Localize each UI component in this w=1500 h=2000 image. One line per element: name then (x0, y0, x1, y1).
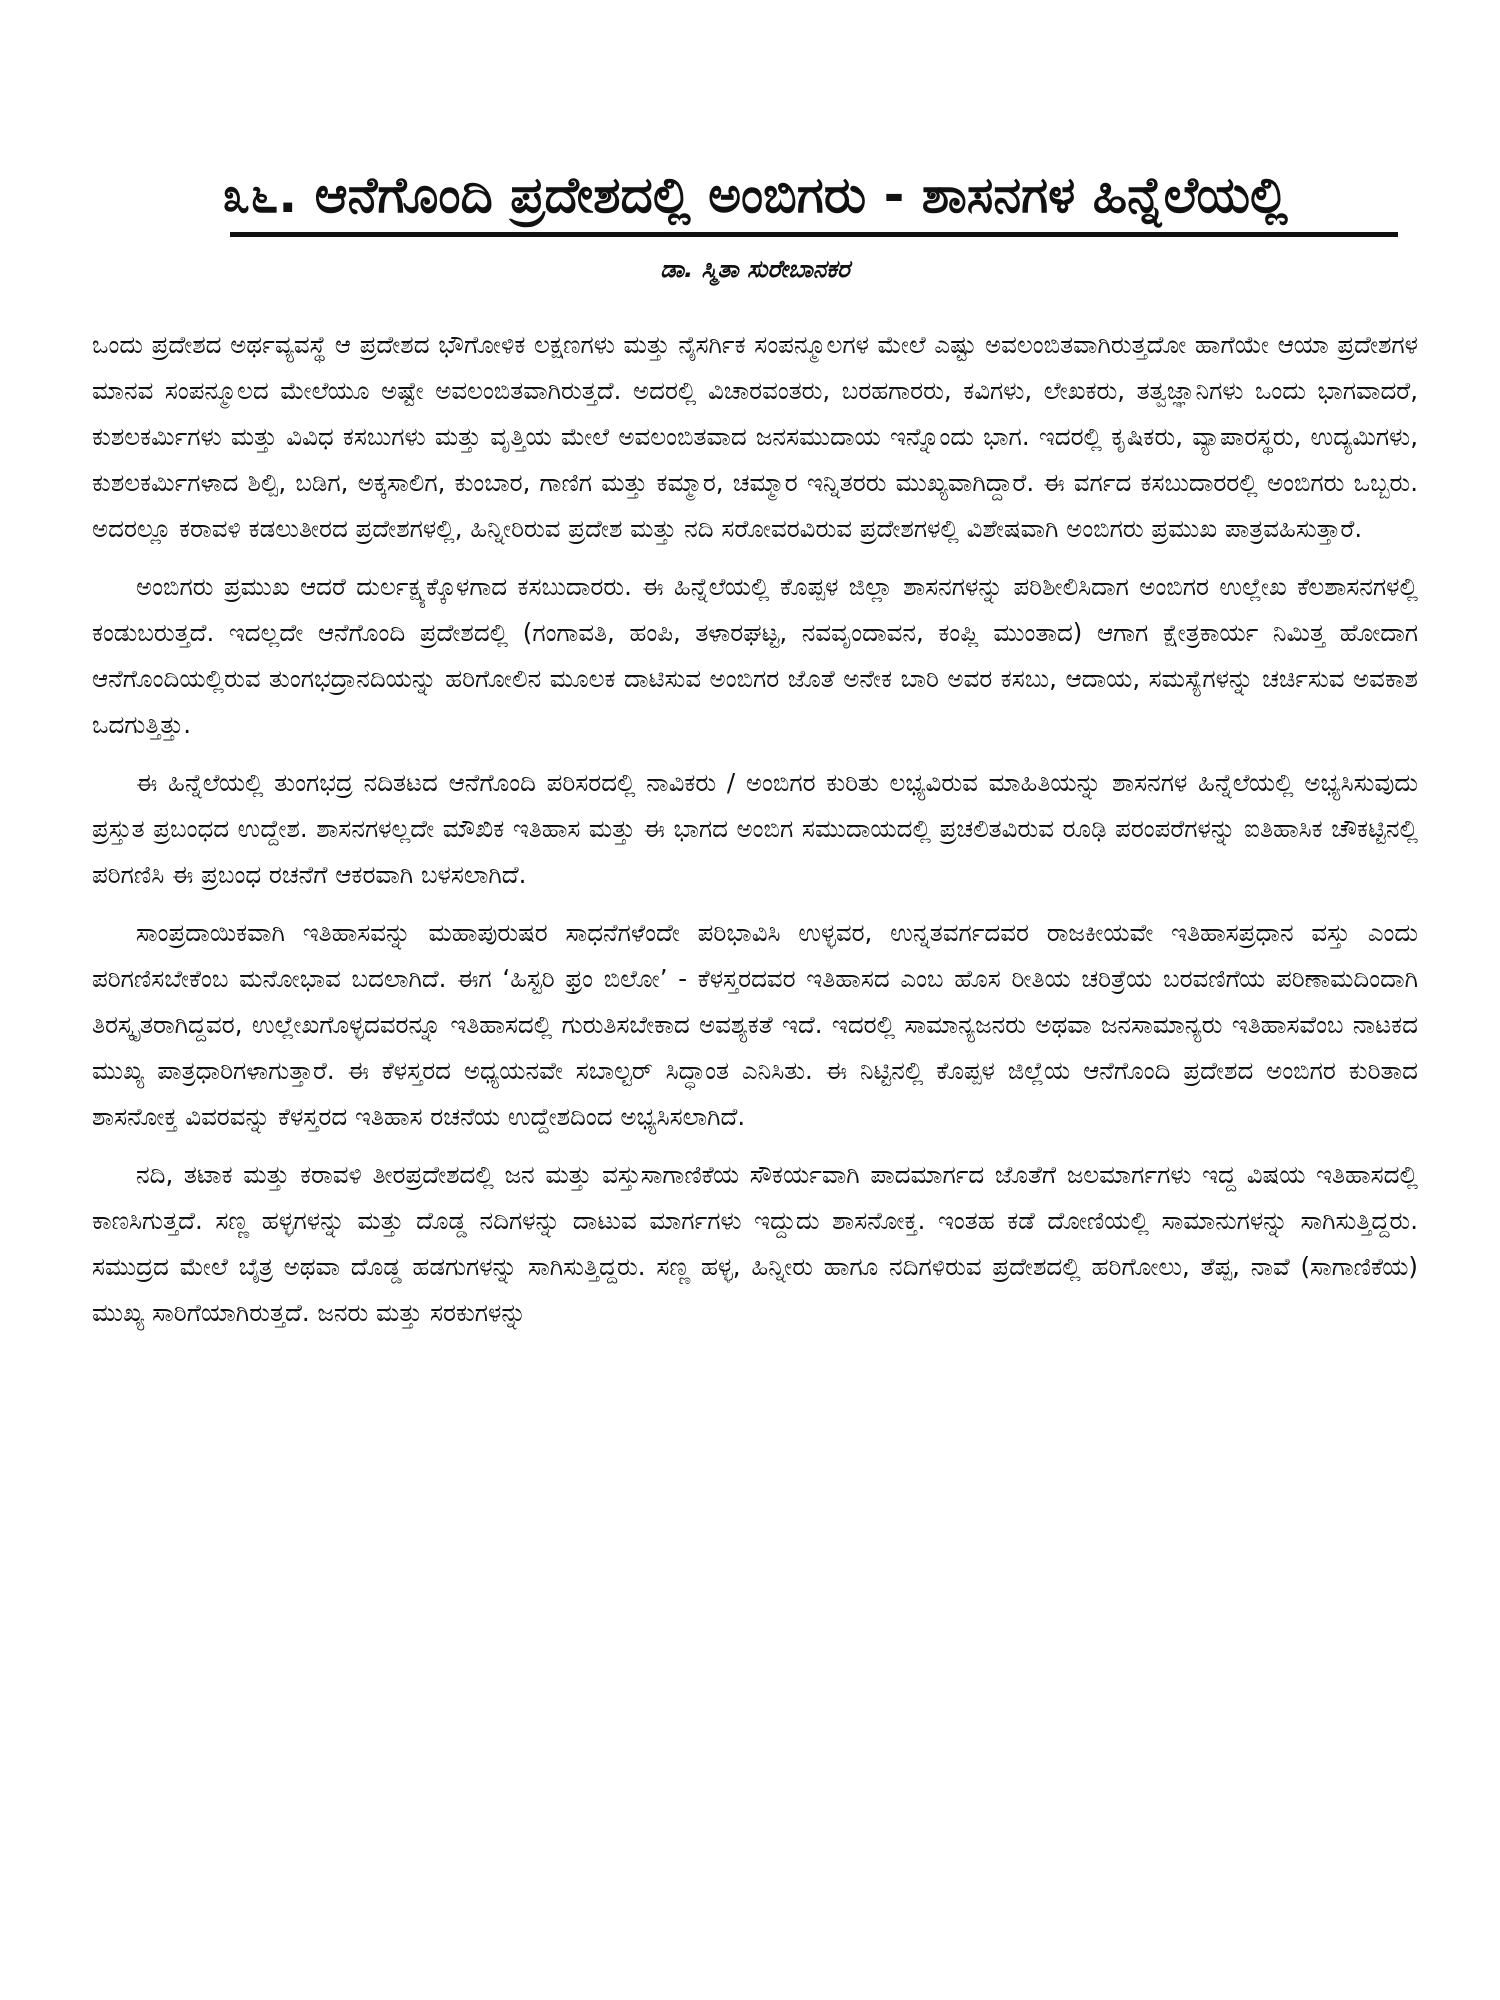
paragraph-4: ಸಾಂಪ್ರದಾಯಿಕವಾಗಿ ಇತಿಹಾಸವನ್ನು ಮಹಾಪುರುಷರ ಸಾಧನೆಗಳೆಂದೇ ಪರಿಭಾವಿಸಿ ಉಳ್ಳವರ, ಉನ್ನತವರ್ಗದವರ ರಾಜಕೀಯವೇ ಇತಿಹಾಸಪ್ರಧಾನ ವಸ್ತು ಎಂದು ಪರಿಗಣಿಸಬೇಕೆಂಬ ಮನೋಭಾವ ಬದಲಾಗಿದೆ. ಈಗ ‘ಹಿಸ್ಟರಿ ಫ್ರಂ ಬಿಲೋ’ - ಕೆಳಸ್ತರದವರ ಇತಿಹಾಸದ ಎಂಬ ಹೊಸ ರೀತಿಯ ಚರಿತ್ರೆಯ ಬರವಣಿಗೆಯ ಪರಿಣಾಮದಿಂದಾಗಿ ತಿರಸ್ಕೃತರಾಗಿದ್ದವರ, ಉಲ್ಲೇಖಗೊಳ್ಳದವರನ್ನೂ ಇತಿಹಾಸದಲ್ಲಿ ಗುರುತಿಸಬೇಕಾದ ಅವಶ್ಯಕತೆ ಇದೆ. ಇದರಲ್ಲಿ ಸಾಮಾನ್ಯಜನರು ಅಥವಾ ಜನಸಾಮಾನ್ಯರು ಇತಿಹಾಸವೆಂಬ ನಾಟಕದ ಮುಖ್ಯ ಪಾತ್ರಧಾರಿಗಳಾಗುತ್ತಾರೆ. ಈ ಕೆಳಸ್ತರದ ಅಧ್ಯಯನವೇ ಸಬಾಲ್ಟರ್ ಸಿದ್ಧಾಂತ ಎನಿಸಿತು. ಈ ನಿಟ್ಟಿನಲ್ಲಿ ಕೊಪ್ಪಳ ಜಿಲ್ಲೆಯ ಆನೆಗೊಂದಿ ಪ್ರದೇಶದ ಅಂಬಿಗರ ಕುರಿತಾದ ಶಾಸನೋಕ್ತ ವಿವರವನ್ನು ಕೆಳಸ್ತರದ ಇತಿಹಾಸ ರಚನೆಯ ಉದ್ದೇಶದಿಂದ ಅಭ್ಯಸಿಸಲಾಗಿದೆ. (92, 918, 1418, 1131)
paragraph-5: ನದಿ, ತಟಾಕ ಮತ್ತು ಕರಾವಳಿ ತೀರಪ್ರದೇಶದಲ್ಲಿ ಜನ ಮತ್ತು ವಸ್ತುಸಾಗಾಣಿಕೆಯ ಸೌಕರ್ಯವಾಗಿ ಪಾದಮಾರ್ಗದ ಜೊತೆಗೆ ಜಲಮಾರ್ಗಗಳು ಇದ್ದ ವಿಷಯ ಇತಿಹಾಸದಲ್ಲಿ ಕಾಣಸಿಗುತ್ತದೆ. ಸಣ್ಣ ಹಳ್ಳಗಳನ್ನು ಮತ್ತು ದೊಡ್ಡ ನದಿಗಳನ್ನು ದಾಟುವ ಮಾರ್ಗಗಳು ಇದ್ದುದು ಶಾಸನೋಕ್ತ. ಇಂತಹ ಕಡೆ ದೋಣಿಯಲ್ಲಿ ಸಾಮಾನುಗಳನ್ನು ಸಾಗಿಸುತ್ತಿದ್ದರು. ಸಮುದ್ರದ ಮೇಲೆ ಬೈತ್ರ ಅಥವಾ ದೊಡ್ಡ ಹಡಗುಗಳನ್ನು ಸಾಗಿಸುತ್ತಿದ್ದರು. ಸಣ್ಣ ಹಳ್ಳ, ಹಿನ್ನೀರು ಹಾಗೂ ನದಿಗಳಿರುವ ಪ್ರದೇಶದಲ್ಲಿ ಹರಿಗೋಲು, ತೆಪ್ಪ, ನಾವೆ (ಸಾಗಾಣಿಕೆಯ) ಮುಖ್ಯ ಸಾರಿಗೆಯಾಗಿರುತ್ತದೆ. ಜನರು ಮತ್ತು ಸರಕುಗಳನ್ನು (92, 1160, 1418, 1327)
article-page (92, 160, 1418, 1348)
article-title: ೩೬. ಆನೆಗೊಂದಿ ಪ್ರದೇಶದಲ್ಲಿ ಅಂಬಿಗರು - ಶಾಸನಗಳ ಹಿನ್ನೆಲೆಯಲ್ಲಿ (222, 166, 1288, 224)
title-underline (230, 232, 1398, 237)
paragraph-2: ಅಂಬಿಗರು ಪ್ರಮುಖ ಆದರೆ ದುರ್ಲಕ್ಷ್ಯಕ್ಕೊಳಗಾದ ಕಸಬುದಾರರು. ಈ ಹಿನ್ನೆಲೆಯಲ್ಲಿ ಕೊಪ್ಪಳ ಜಿಲ್ಲಾ ಶಾಸನಗಳನ್ನು ಪರಿಶೀಲಿಸಿದಾಗ ಅಂಬಿಗರ ಉಲ್ಲೇಖ ಕೆಲಶಾಸನಗಳಲ್ಲಿ ಕಂಡುಬರುತ್ತದೆ. ಇದಲ್ಲದೇ ಆನೆಗೊಂದಿ ಪ್ರದೇಶದಲ್ಲಿ (ಗಂಗಾವತಿ, ಹಂಪಿ, ತಳಾರಘಟ್ಟ, ನವವೃಂದಾವನ, ಕಂಪ್ಲಿ ಮುಂತಾದ) ಆಗಾಗ ಕ್ಷೇತ್ರಕಾರ್ಯ ನಿಮಿತ್ತ ಹೋದಾಗ ಆನೆಗೊಂದಿಯಲ್ಲಿರುವ ತುಂಗಭದ್ರಾನದಿಯನ್ನು ಹರಿಗೋಲಿನ ಮೂಲಕ ದಾಟಿಸುವ ಅಂಬಿಗರ ಜೊತೆ ಅನೇಕ ಬಾರಿ ಅವರ ಕಸಬು, ಆದಾಯ, ಸಮಸ್ಯೆಗಳನ್ನು ಚರ್ಚಿಸುವ ಅವಕಾಶ ಒದಗುತ್ತಿತ್ತು. (92, 572, 1418, 739)
paragraph-3: ಈ ಹಿನ್ನೆಲೆಯಲ್ಲಿ ತುಂಗಭದ್ರ ನದಿತಟದ ಆನೆಗೊಂದಿ ಪರಿಸರದಲ್ಲಿ ನಾವಿಕರು / ಅಂಬಿಗರ ಕುರಿತು ಲಭ್ಯವಿರುವ ಮಾಹಿತಿಯನ್ನು ಶಾಸನಗಳ ಹಿನ್ನೆಲೆಯಲ್ಲಿ ಅಭ್ಯಸಿಸುವುದು ಪ್ರಸ್ತುತ ಪ್ರಬಂಧದ ಉದ್ದೇಶ. ಶಾಸನಗಳಲ್ಲದೇ ಮೌಖಿಕ ಇತಿಹಾಸ ಮತ್ತು ಈ ಭಾಗದ ಅಂಬಿಗ ಸಮುದಾಯದಲ್ಲಿ ಪ್ರಚಲಿತವಿರುವ ರೂಢಿ ಪರಂಪರೆಗಳನ್ನು ಐತಿಹಾಸಿಕ ಚೌಕಟ್ಟಿನಲ್ಲಿ ಪರಿಗಣಿಸಿ ಈ ಪ್ರಬಂಧ ರಚನೆಗೆ ಆಕರವಾಗಿ ಬಳಸಲಾಗಿದೆ. (92, 768, 1418, 889)
paragraph-1: ಒಂದು ಪ್ರದೇಶದ ಅರ್ಥವ್ಯವಸ್ಥೆ ಆ ಪ್ರದೇಶದ ಭೌಗೋಳಿಕ ಲಕ್ಷಣಗಳು ಮತ್ತು ನೈಸರ್ಗಿಕ ಸಂಪನ್ಮೂಲಗಳ ಮೇಲೆ ಎಷ್ಟು ಅವಲಂಬಿತವಾಗಿರುತ್ತದೋ ಹಾಗೆಯೇ ಆಯಾ ಪ್ರದೇಶಗಳ ಮಾನವ ಸಂಪನ್ಮೂಲದ ಮೇಲೆಯೂ ಅಷ್ಟೇ ಅವಲಂಬಿತವಾಗಿರುತ್ತದೆ. ಅದರಲ್ಲಿ ವಿಚಾರವಂತರು, ಬರಹಗಾರರು, ಕವಿಗಳು, ಲೇಖಕರು, ತತ್ವಜ್ಞಾನಿಗಳು ಒಂದು ಭಾಗವಾದರೆ, ಕುಶಲಕರ್ಮಿಗಳು ಮತ್ತು ವಿವಿಧ ಕಸಬುಗಳು ಮತ್ತು ವೃತ್ತಿಯ ಮೇಲೆ ಅವಲಂಬಿತವಾದ ಜನಸಮುದಾಯ ಇನ್ನೊಂದು ಭಾಗ. ಇದರಲ್ಲಿ ಕೃಷಿಕರು, ವ್ಯಾಪಾರಸ್ಥರು, ಉದ್ಯಮಿಗಳು, ಕುಶಲಕರ್ಮಿಗಳಾದ ಶಿಲ್ಪಿ, ಬಡಿಗ, ಅಕ್ಕಸಾಲಿಗ, ಕುಂಬಾರ, ಗಾಣಿಗ ಮತ್ತು ಕಮ್ಮಾರ, ಚಮ್ಮಾರ ಇನ್ನಿತರರು ಮುಖ್ಯವಾಗಿದ್ದಾರೆ. ಈ ವರ್ಗದ ಕಸಬುದಾರರಲ್ಲಿ ಅಂಬಿಗರು ಒಬ್ಬರು. ಅದರಲ್ಲೂ ಕರಾವಳಿ ಕಡಲುತೀರದ ಪ್ರದೇಶಗಳಲ್ಲಿ, ಹಿನ್ನೀರಿರುವ ಪ್ರದೇಶ ಮತ್ತು ನದಿ ಸರೋವರವಿರುವ ಪ್ರದೇಶಗಳಲ್ಲಿ ವಿಶೇಷವಾಗಿ ಅಂಬಿಗರು ಪ್ರಮುಖ ಪಾತ್ರವಹಿಸುತ್ತಾರೆ. (92, 330, 1418, 543)
article-author: ಡಾ. ಸ್ಮಿತಾ ಸುರೇಬಾನಕರ (660, 255, 850, 283)
article-body (92, 322, 1418, 1336)
